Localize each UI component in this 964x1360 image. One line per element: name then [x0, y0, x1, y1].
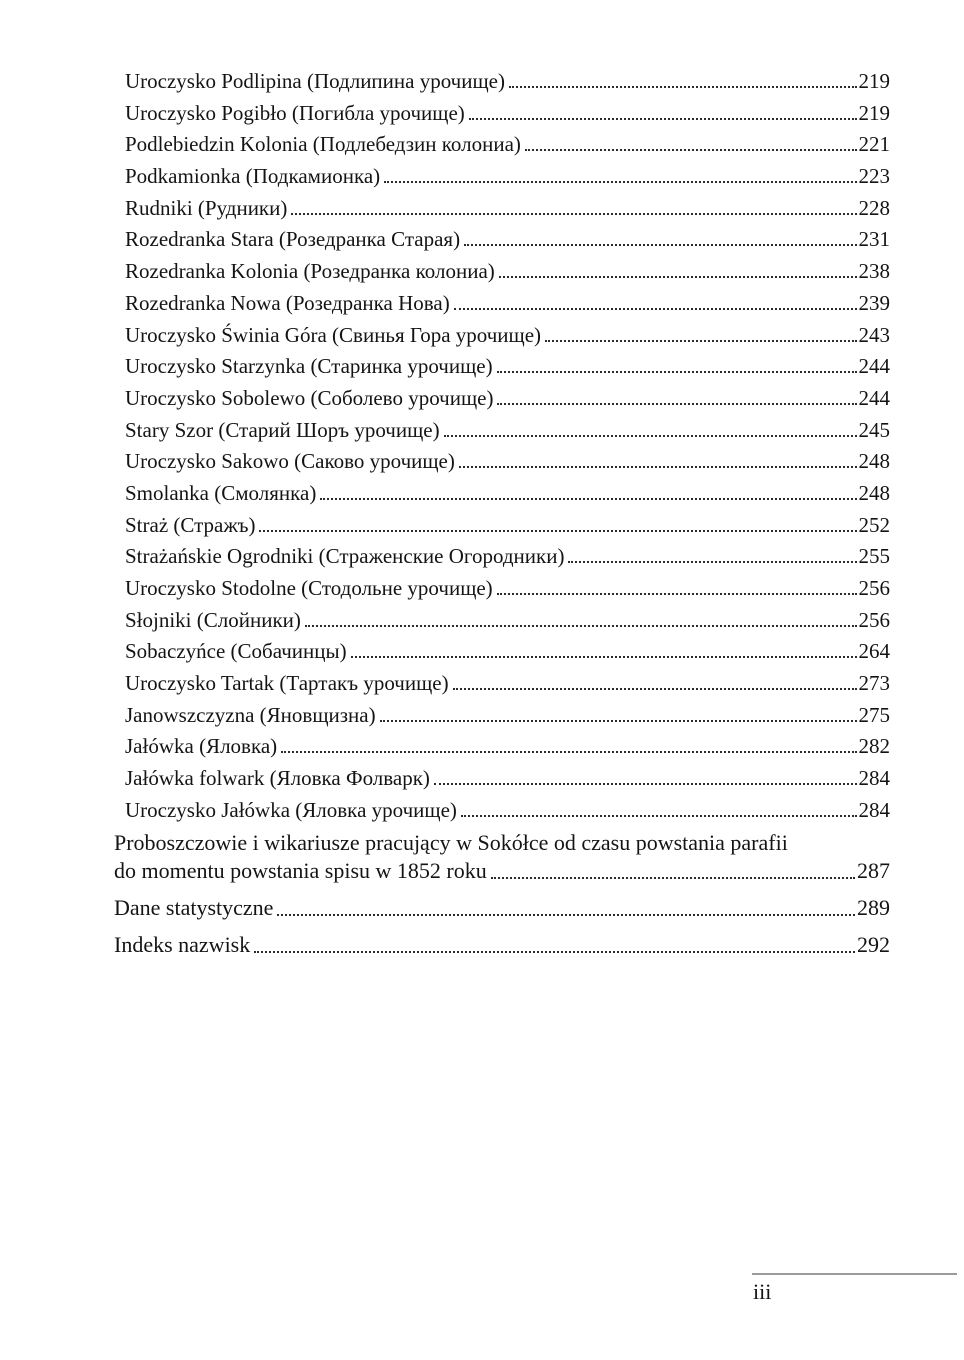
toc-entry[interactable]	[114, 829, 890, 885]
toc-entry[interactable]	[114, 163, 890, 189]
toc-entry-row	[125, 607, 890, 633]
toc-entry-title: Rozedranka Kolonia (Розедранка колониа)	[125, 259, 495, 284]
toc-entry-page-number: 255	[858, 544, 890, 569]
toc-entry-page-number: 256	[858, 576, 890, 600]
dot-leader	[461, 815, 857, 817]
table-of-contents	[114, 68, 890, 959]
toc-entry-page-number: 282	[858, 734, 890, 759]
toc-entry-page-number: 248	[858, 480, 890, 505]
footer-rule	[752, 1273, 957, 1275]
toc-entry-page-number: 264	[858, 639, 890, 664]
toc-entry-row	[125, 448, 890, 474]
toc-entry-row	[125, 765, 890, 791]
toc-entry-row	[125, 322, 890, 348]
toc-entry-title: Uroczysko Stodolne (Стодольне урочище)	[125, 576, 493, 600]
toc-entry-page-number: 275	[858, 702, 890, 727]
toc-entry-row	[114, 894, 890, 922]
dot-leader	[434, 783, 857, 785]
dot-leader	[281, 751, 856, 753]
toc-entry-page-number: 244	[858, 354, 890, 379]
toc-entry[interactable]	[114, 258, 890, 284]
toc-entry-title: Słojniki (Слойники)	[125, 607, 301, 632]
dot-leader	[305, 625, 857, 627]
toc-entry[interactable]	[114, 607, 890, 633]
toc-entry-title: do momentu powstania spisu w 1852 roku	[114, 857, 487, 883]
toc-entry-title: Rozedranka Nowa (Розедранка Нова)	[125, 290, 450, 315]
toc-entry-row	[125, 163, 890, 189]
toc-entry-row	[125, 512, 890, 538]
toc-entry-page-number: 292	[857, 931, 890, 957]
toc-entry-title: Dane statystyczne	[114, 894, 274, 920]
toc-entry-page-number: 245	[858, 417, 890, 442]
toc-entry-page-number: 239	[858, 290, 890, 315]
toc-entry-title: Uroczysko Pogibło (Погибла урочище)	[125, 100, 465, 125]
dot-leader	[259, 530, 856, 532]
toc-entry-row	[125, 543, 890, 569]
dot-leader	[469, 118, 857, 120]
toc-entry-row	[125, 575, 890, 601]
toc-entry-row	[125, 638, 890, 664]
dot-leader	[277, 914, 855, 916]
toc-entry-title: Indeks nazwisk	[114, 931, 251, 957]
toc-entry-row	[114, 857, 890, 885]
toc-entry-title: Smolanka (Смолянка)	[125, 480, 317, 505]
toc-entry-page-number: 219	[858, 69, 890, 93]
dot-leader	[254, 951, 855, 953]
toc-entry-title: Rozedranka Stara (Розедранка Старая)	[125, 227, 461, 252]
toc-entry[interactable]	[114, 894, 890, 922]
toc-entry-title: Sobaczyńce (Собачинцы)	[125, 639, 347, 664]
toc-entry-row	[125, 385, 890, 411]
toc-entry[interactable]	[114, 670, 890, 696]
toc-entry[interactable]	[114, 931, 890, 959]
toc-entry-page-number: 273	[858, 671, 890, 696]
dot-leader	[384, 181, 856, 183]
toc-entry-page-number: 238	[858, 259, 890, 284]
toc-entry[interactable]	[114, 100, 890, 126]
toc-entry-row	[125, 417, 890, 443]
dot-leader	[497, 403, 856, 405]
toc-entry[interactable]	[114, 797, 890, 823]
toc-entry-title: Jałówka folwark (Яловка Фолварк)	[125, 766, 430, 791]
dot-leader	[545, 340, 856, 342]
toc-entry-page-number: 289	[857, 894, 890, 920]
toc-entry-title: Rudniki (Рудники)	[125, 195, 288, 220]
toc-entry-page-number: 284	[858, 766, 890, 791]
toc-entry[interactable]	[114, 543, 890, 569]
toc-entry-row	[125, 702, 890, 728]
toc-entry-title: Uroczysko Starzynka (Старинка урочище)	[125, 354, 493, 379]
toc-entry-page-number: 231	[858, 227, 890, 252]
dot-leader	[351, 656, 857, 658]
toc-entry[interactable]	[114, 290, 890, 316]
toc-entry[interactable]	[114, 448, 890, 474]
dot-leader	[497, 593, 857, 595]
toc-entry[interactable]	[114, 68, 890, 94]
dot-leader	[454, 308, 857, 310]
toc-entry-title: Stary Szor (Старий Шоръ урочище)	[125, 417, 440, 442]
toc-entry-title: Uroczysko Sakowo (Саково урочище)	[125, 449, 455, 474]
dot-leader	[453, 688, 857, 690]
dot-leader	[459, 466, 857, 468]
toc-entry[interactable]	[114, 638, 890, 664]
toc-entry-row	[125, 353, 890, 379]
toc-entry[interactable]	[114, 226, 890, 252]
toc-entry-page-number: 228	[858, 195, 890, 220]
toc-entry-title: Podlebiedzin Kolonia (Подлебедзин колониа)	[125, 132, 521, 157]
toc-entry-row	[125, 195, 890, 221]
toc-entry-page-number: 243	[858, 322, 890, 347]
toc-entry[interactable]	[114, 417, 890, 443]
toc-entry-title: Uroczysko Tartak (Тартакъ урочище)	[125, 671, 449, 696]
toc-entry[interactable]	[114, 322, 890, 348]
dot-leader	[568, 561, 856, 563]
toc-entry-row	[125, 797, 890, 823]
dot-leader	[497, 371, 857, 373]
toc-entry-row	[125, 100, 890, 126]
toc-entry-row	[125, 68, 890, 94]
toc-entry-page-number: 284	[858, 797, 890, 822]
toc-entry-title: Uroczysko Jałówka (Яловка урочище)	[125, 797, 457, 822]
toc-entry-title: Straż (Стражъ)	[125, 512, 256, 537]
toc-entry-row	[125, 131, 890, 157]
toc-entry[interactable]	[114, 385, 890, 411]
toc-entry-page-number: 221	[858, 132, 890, 157]
toc-entry-title: Uroczysko Świnia Góra (Свинья Гора урочище)	[125, 322, 542, 347]
toc-entry[interactable]	[114, 702, 890, 728]
dot-leader	[499, 276, 857, 278]
toc-entry[interactable]	[114, 131, 890, 157]
toc-entry-row	[125, 226, 890, 252]
toc-entry[interactable]	[114, 480, 890, 506]
toc-entry-row	[125, 670, 890, 696]
toc-entry-row	[125, 480, 890, 506]
toc-entry[interactable]	[114, 195, 890, 221]
dot-leader	[444, 435, 857, 437]
dot-leader	[525, 149, 857, 151]
toc-entry[interactable]	[114, 575, 890, 601]
toc-entry-page-number: 219	[858, 100, 890, 125]
toc-entry-title: Jałówka (Яловка)	[125, 734, 278, 759]
toc-entry-title: Janowszczyzna (Яновщизна)	[125, 702, 376, 727]
toc-entry-title: Podkamionka (Подкамионка)	[125, 164, 381, 189]
toc-entry[interactable]	[114, 512, 890, 538]
toc-entry[interactable]	[114, 765, 890, 791]
toc-entry-title: Uroczysko Sobolewo (Соболево урочище)	[125, 385, 494, 410]
toc-entry-page-number: 287	[857, 857, 890, 883]
dot-leader	[320, 498, 856, 500]
dot-leader	[491, 877, 855, 879]
toc-entry-row	[125, 733, 890, 759]
toc-entry-title: Uroczysko Podlipina (Подлипина урочище)	[125, 69, 505, 93]
toc-entry[interactable]	[114, 733, 890, 759]
toc-entry[interactable]	[114, 353, 890, 379]
toc-entry-page-number: 223	[858, 164, 890, 189]
toc-entry-page-number: 248	[858, 449, 890, 474]
toc-entry-title: Proboszczowie i wikariusze pracujący w Sokółce od czasu powstania parafii	[114, 829, 788, 855]
page-number: iii	[753, 1279, 772, 1304]
toc-entry-row	[125, 258, 890, 284]
dot-leader	[380, 720, 857, 722]
dot-leader	[291, 213, 856, 215]
dot-leader	[509, 86, 857, 88]
toc-entry-row	[114, 931, 890, 959]
toc-entry-title: Strażańskie Ogrodniki (Страженские Огородники)	[125, 544, 565, 569]
toc-entry-page-number: 256	[858, 607, 890, 632]
toc-entry-page-number: 252	[858, 512, 890, 537]
dot-leader	[464, 244, 856, 246]
toc-entry-row	[125, 290, 890, 316]
toc-entry-page-number: 244	[858, 385, 890, 410]
